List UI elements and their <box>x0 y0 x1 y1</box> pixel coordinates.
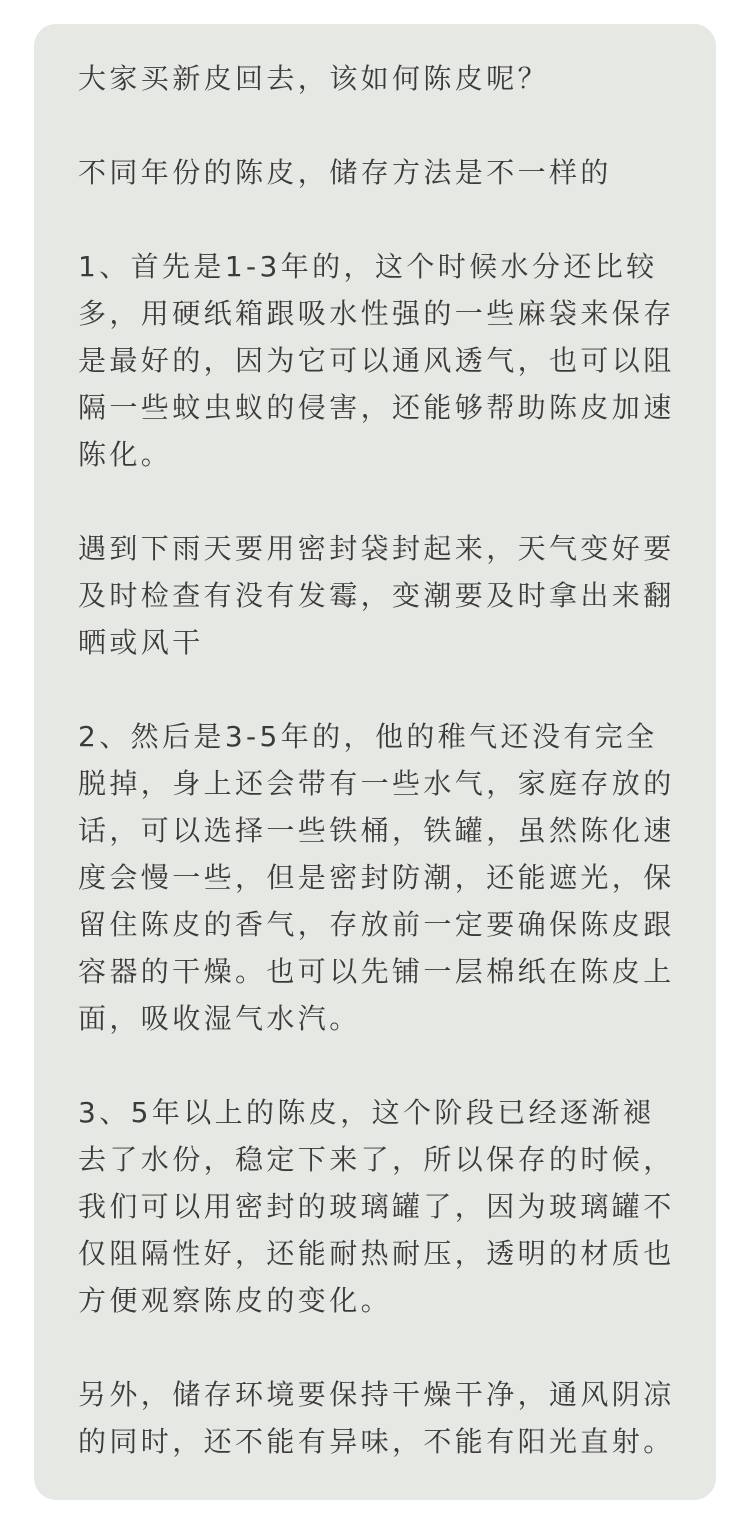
section-1-3-years: 1、首先是1-3年的，这个时候水分还比较 多，用硬纸箱跟吸水性强的一些麻袋来保存 是最好的，因为它可以通风透气，也可以阻 隔一些蚊虫蚁的侵害，还能够帮助陈皮加速 陈化。 <box>78 250 675 471</box>
paragraph-spacer <box>78 1324 696 1371</box>
paragraph-spacer <box>78 666 696 713</box>
paragraph-spacer <box>78 102 696 149</box>
paragraph-spacer <box>78 1042 696 1089</box>
intro-statement: 不同年份的陈皮，储存方法是不一样的 <box>78 156 612 189</box>
paragraph-spacer <box>78 196 696 243</box>
storage-environment-note: 另外，储存环境要保持干燥干净，通风阴凉 的同时，还不能有异味，不能有阳光直射。 <box>78 1378 675 1458</box>
rainy-day-tip: 遇到下雨天要用密封袋封起来，天气变好要 及时检查有没有发霉，变潮要及时拿出来翻 晒或风干 <box>78 532 675 659</box>
paragraph-spacer <box>78 478 696 525</box>
section-5-plus-years: 3、5年以上的陈皮，这个阶段已经逐渐褪 去了水份，稳定下来了，所以保存的时候， 我们可以用密封的玻璃罐了，因为玻璃罐不 仅阻隔性好，还能耐热耐压，透明的材质也 方便观察陈皮的变化。 <box>78 1096 675 1317</box>
section-3-5-years: 2、然后是3-5年的，他的稚气还没有完全 脱掉，身上还会带有一些水气，家庭存放的 话，可以选择一些铁桶，铁罐，虽然陈化速 度会慢一些，但是密封防潮，还能遮光，保 留住陈皮的香气，存放前一定要确保陈皮跟 容器的干燥。也可以先铺一层棉纸在陈皮上 面，吸收湿气水汽。 <box>78 720 675 1035</box>
article-card <box>34 24 716 1500</box>
intro-question: 大家买新皮回去，该如何陈皮呢？ <box>78 62 550 95</box>
